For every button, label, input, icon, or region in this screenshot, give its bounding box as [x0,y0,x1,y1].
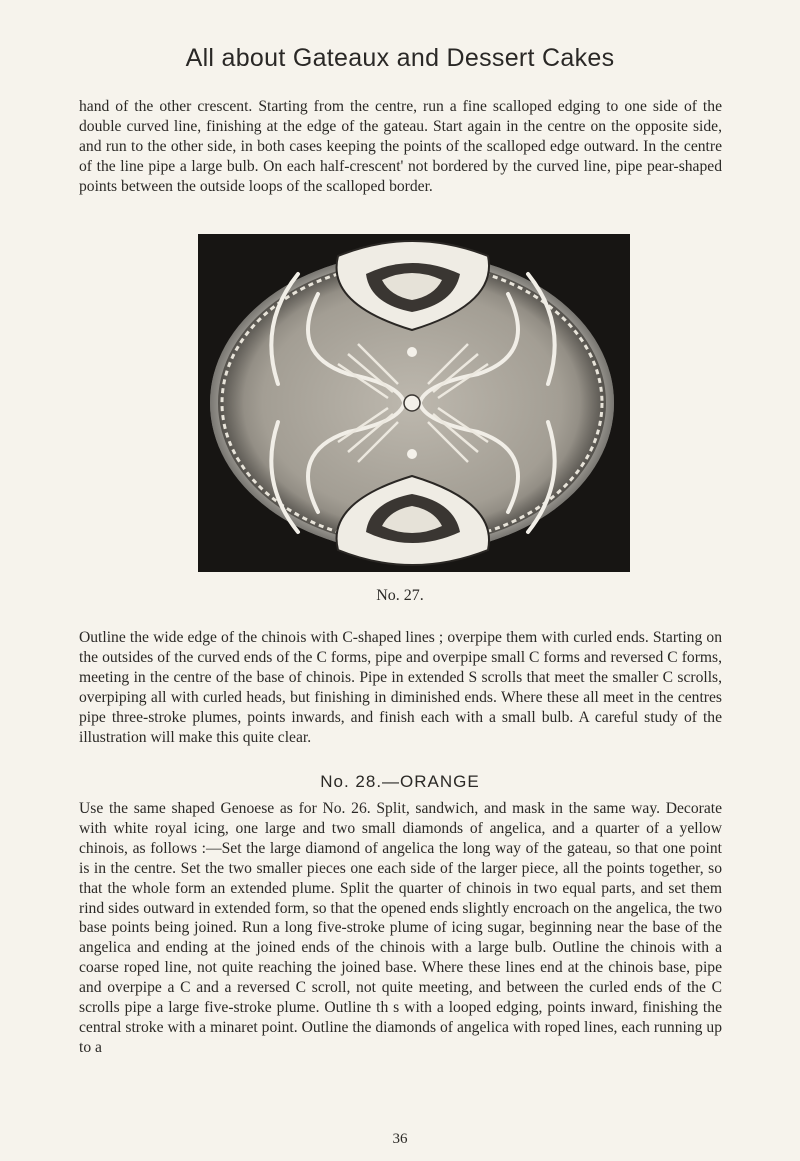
body-paragraph-2: Outline the wide edge of the chinois with C-shaped lines ; overpipe them with curled ends. Starting on the outsides of the curved ends of the C forms, pipe and overpipe small C forms and reversed C forms, meeting in the centre of the base of chinois. Pipe in extended S scrolls that meet the smaller C scrolls, overpiping all with curled heads, but finishing in diminished ends. Where these all meet in the centres pipe three-stroke plumes, points inwards, and finish each with a small bulb. A careful study of the illustration will make this quite clear. [79,629,722,746]
figure-caption: No. 27. [376,587,424,604]
section-heading: No. 28.—ORANGE [320,772,480,791]
body-paragraph-1: hand of the other crescent. Starting from the centre, run a fine scalloped edging to one side of the double curved line, finishing at the edge of the gateau. Start again in the centre on the opposite side, and run to the other side, in both cases keeping the points of the scalloped edge outward. In the centre of the line pipe a large bulb. On each half-crescent' not bordered by the curved line, pipe pear-shaped points between the outside loops of the scalloped border. [79,98,722,195]
page-number: 36 [392,1131,408,1147]
running-title: All about Gateaux and Dessert Cakes [185,44,615,72]
cake-photograph [198,234,630,572]
body-paragraph-3: Use the same shaped Genoese as for No. 26. Split, sandwich, and mask in the same way. Decorate with white royal icing, one large and two small diamonds of angelica, and a quarter of a yellow chinois, as follows :—Set the large diamond of angelica the long way of the gateau, so that one point is in the centre. Set the two smaller pieces one each side of the larger piece, all the points together, so that the whole form an extended plume. Split the quarter of chinois in two equal parts, and set them rind sides outward in extended form, so that the opened ends slightly encroach on the angelica, the two base points being joined. Run a long five-stroke plume of icing sugar, beginning near the base of the angelica and ending at the joined ends of the chinois with a large bulb. Outline the chinois with a coarse roped line, not quite reaching the joined base. Where these lines end at the chinois base, pipe and overpipe a C and a reversed C scroll, not quite meeting, and between the curled ends of the C scrolls pipe a large five-stroke plume. Outline th s with a looped edging, points inward, finishing the central stroke with a minaret point. Outline the diamonds of angelica with roped lines, each running up to a [79,800,722,1056]
